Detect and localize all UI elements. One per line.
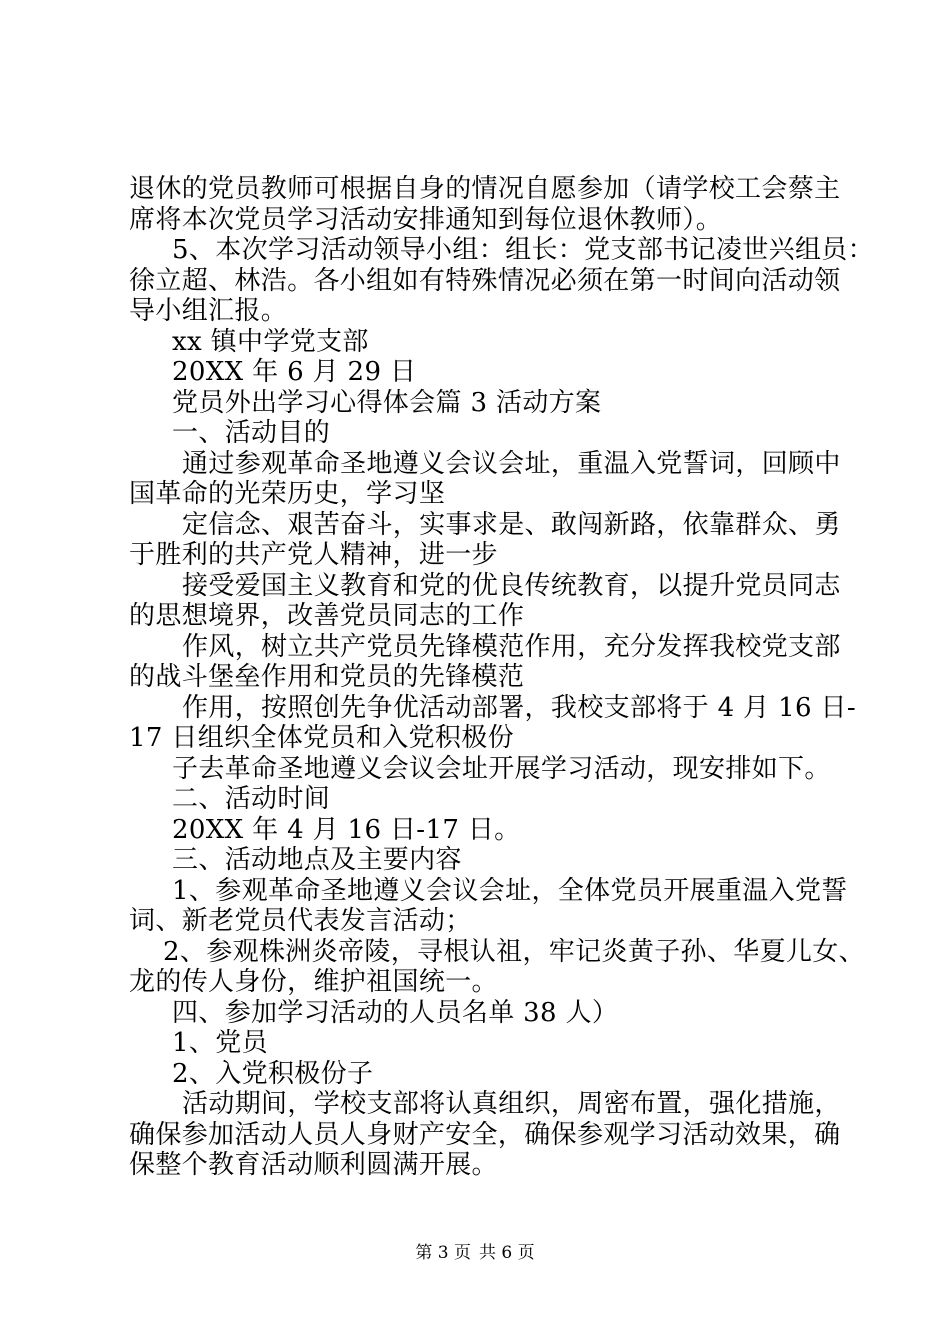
heading-purpose: 一、活动目的 [172,418,331,448]
heading-time: 二、活动时间 [172,784,331,814]
text-line: 通过参观革命圣地遵义会议会址，重温入党誓词，回顾中 [182,448,841,479]
heading-location: 三、活动地点及主要内容 [172,845,462,875]
text-line: 龙的传人身份，维护祖国统一。 [129,967,498,997]
text-line: 席将本次党员学习活动安排通知到每位退休教师）。 [129,204,723,235]
text-line: 的思想境界，改善党员同志的工作 [129,601,525,631]
text-line: 20XX 年 4 月 16 日-17 日。 [172,814,521,845]
text-line: 子去革命圣地遵义会议会址开展学习活动，现安排如下。 [172,753,831,784]
page-footer [0,1243,950,1263]
text-line: 活动期间，学校支部将认真组织，周密布置，强化措施， [182,1089,841,1119]
signature-date: 20XX 年 6 月 29 日 [172,357,417,387]
heading-participants: 四、参加学习活动的人员名单 38 人） [172,997,619,1028]
text-line: 作风，树立共产党员先锋模范作用，充分发挥我校党支部 [182,631,841,662]
text-line: 徐立超、林浩。各小组如有特殊情况必须在第一时间向活动领 [129,265,841,296]
text-line: 导小组汇报。 [129,296,288,326]
text-line: 1、参观革命圣地遵义会议会址，全体党员开展重温入党誓 [172,875,848,906]
text-line: 定信念、艰苦奋斗，实事求是、敢闯新路，依靠群众、勇 [182,509,841,540]
page-total: 共 6 页 [479,1243,535,1263]
list-item: 1、党员 [172,1028,268,1058]
text-line: 的战斗堡垒作用和党员的先锋模范 [129,662,525,692]
text-line: 退休的党员教师可根据自身的情况自愿参加（请学校工会蔡主 [129,174,841,204]
page-number: 第 3 页 [415,1243,471,1263]
text-line: 17 日组织全体党员和入党积极份 [129,723,514,753]
text-line: 2、参观株洲炎帝陵，寻根认祖，牢记炎黄子孙、华夏儿女、 [163,936,865,967]
text-line: 确保参加活动人员人身财产安全，确保参观学习活动效果，确 [129,1119,841,1150]
text-line: 作用，按照创先争优活动部署，我校支部将于 4 月 16 日- [182,692,856,723]
section-title: 党员外出学习心得体会篇 3 活动方案 [172,387,602,418]
signature-organization: xx 镇中学党支部 [172,326,369,357]
text-line: 保整个教育活动顺利圆满开展。 [129,1150,498,1180]
text-line: 接受爱国主义教育和党的优良传统教育，以提升党员同志 [182,570,841,601]
list-item: 2、入党积极份子 [172,1058,374,1089]
text-line: 5、本次学习活动领导小组：组长：党支部书记凌世兴组员： [172,235,874,265]
text-line: 国革命的光荣历史，学习坚 [129,479,446,509]
text-line: 词、新老党员代表发言活动； [129,906,472,936]
text-line: 于胜利的共产党人精神，进一步 [129,540,498,570]
document-body [129,174,874,1181]
